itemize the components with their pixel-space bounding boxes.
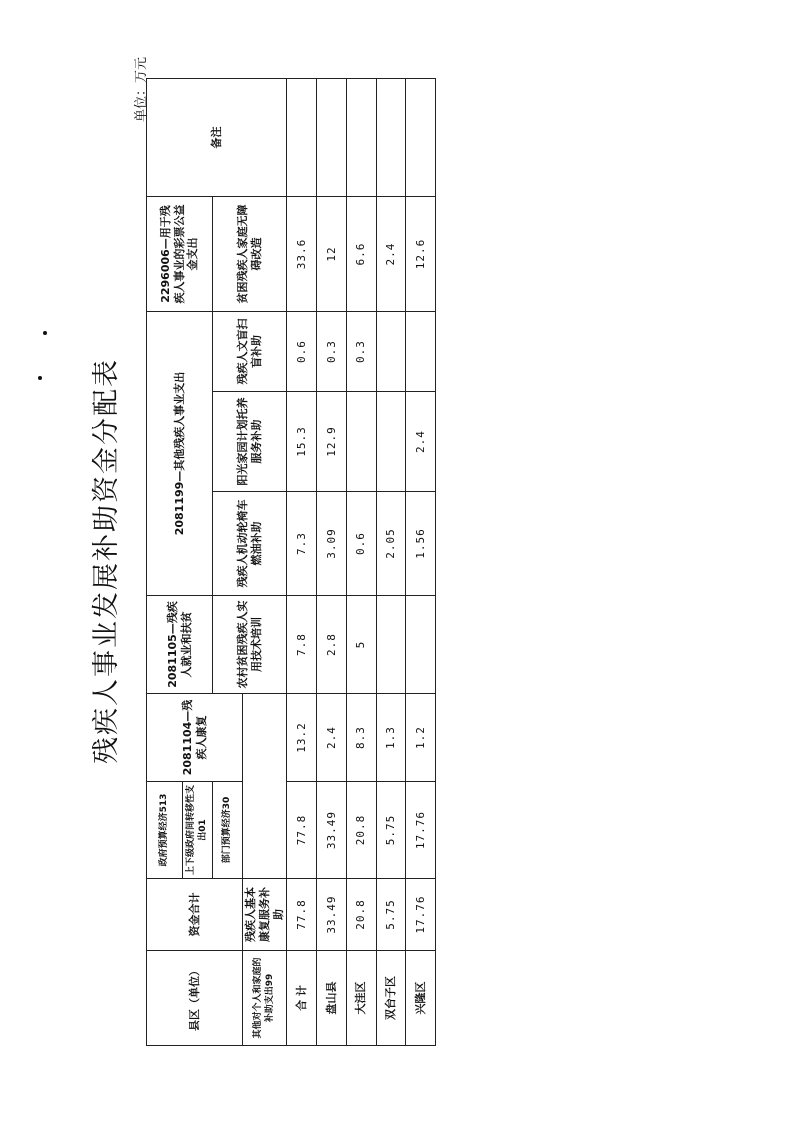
- cell-motor-fuel: 0.6: [346, 492, 376, 596]
- header-county: 县区（单位）: [147, 951, 243, 1046]
- cell-barrier-free: 6.6: [346, 197, 376, 312]
- cell-rural-training: 7.8: [287, 596, 317, 694]
- cell-blind-aid: [376, 312, 406, 392]
- header-motor-fuel: 残疾人机动轮椅车燃油补助: [213, 492, 287, 596]
- cell-total: 17.76: [406, 879, 436, 951]
- cell-sunshine-care: 15.3: [287, 392, 317, 492]
- cell-other-subsidy: 17.76: [406, 782, 436, 879]
- cell-basic-rehab: 1.3: [376, 694, 406, 782]
- header-barrier-free: 贫困残疾人家庭无障碍改造: [213, 197, 287, 312]
- cell-sunshine-care: 12.9: [317, 392, 347, 492]
- cell-rural-training: 5: [346, 596, 376, 694]
- header-other-subsidy: 其他对个人和家庭的补助支出99: [243, 951, 287, 1046]
- cell-remarks: [287, 79, 317, 197]
- cell-total: 77.8: [287, 879, 317, 951]
- cell-other-subsidy: 5.75: [376, 782, 406, 879]
- cell-remarks: [346, 79, 376, 197]
- cell-basic-rehab: 8.3: [346, 694, 376, 782]
- header-2081105: 2081105—残疾人就业和扶贫: [147, 596, 213, 694]
- cell-motor-fuel: 3.09: [317, 492, 347, 596]
- header-basic-rehab: 残疾人基本康复服务补助: [243, 879, 287, 951]
- cell-blind-aid: [406, 312, 436, 392]
- cell-rural-training: [406, 596, 436, 694]
- header-rural-training: 农村贫困残疾人实用技术培训: [213, 596, 287, 694]
- header-2081199: 2081199—其他残疾人事业支出: [147, 312, 213, 596]
- cell-sunshine-care: 2.4: [406, 392, 436, 492]
- row-county: 合 计: [287, 951, 317, 1046]
- cell-basic-rehab: 13.2: [287, 694, 317, 782]
- cell-remarks: [376, 79, 406, 197]
- cell-barrier-free: 33.6: [287, 197, 317, 312]
- cell-other-subsidy: 33.49: [317, 782, 347, 879]
- header-transfer: 上下级政府间转移性支出01: [183, 782, 213, 879]
- cell-remarks: [317, 79, 347, 197]
- header-total: 资金合计: [147, 879, 243, 951]
- cell-total: 5.75: [376, 879, 406, 951]
- cell-motor-fuel: 7.3: [287, 492, 317, 596]
- header-gov-budget: 政府预算经济513: [147, 782, 183, 879]
- header-row-1: [147, 79, 183, 1046]
- cell-total: 33.49: [317, 879, 347, 951]
- cell-barrier-free: 2.4: [376, 197, 406, 312]
- cell-remarks: [406, 79, 436, 197]
- cell-motor-fuel: 2.05: [376, 492, 406, 596]
- header-blind-aid: 残疾人文盲扫盲补助: [213, 312, 287, 392]
- table-row: [406, 79, 436, 1046]
- unit-label: 单位：万元: [134, 56, 149, 122]
- header-sunshine-care: 阳光家园计划托养服务补助: [213, 392, 287, 492]
- cell-sunshine-care: [376, 392, 406, 492]
- page-title: 残疾人事业发展补助资金分配表: [91, 358, 122, 764]
- table-row: [346, 79, 376, 1046]
- cell-other-subsidy: 77.8: [287, 782, 317, 879]
- cell-blind-aid: 0.3: [317, 312, 347, 392]
- cell-motor-fuel: 1.56: [406, 492, 436, 596]
- cell-rural-training: 2.8: [317, 596, 347, 694]
- cell-blind-aid: 0.3: [346, 312, 376, 392]
- cell-other-subsidy: 20.8: [346, 782, 376, 879]
- header-remarks: 备注: [147, 79, 287, 197]
- table-row: [376, 79, 406, 1046]
- header-2296006: 2296006—用于残疾人事业的彩票公益金支出: [147, 197, 213, 312]
- cell-barrier-free: 12.6: [406, 197, 436, 312]
- cell-barrier-free: 12: [317, 197, 347, 312]
- row-county: 盘山县: [317, 951, 347, 1046]
- cell-sunshine-care: [346, 392, 376, 492]
- cell-basic-rehab: 1.2: [406, 694, 436, 782]
- header-2081104: 2081104—残疾人康复: [147, 694, 243, 782]
- cell-basic-rehab: 2.4: [317, 694, 347, 782]
- table-row: [287, 79, 317, 1046]
- row-county: 大洼区: [346, 951, 376, 1046]
- cell-rural-training: [376, 596, 406, 694]
- table-row: [317, 79, 347, 1046]
- row-county: 双台子区: [376, 951, 406, 1046]
- row-county: 兴隆区: [406, 951, 436, 1046]
- cell-total: 20.8: [346, 879, 376, 951]
- allocation-table: [146, 78, 436, 1046]
- cell-blind-aid: 0.6: [287, 312, 317, 392]
- header-dept-budget: 部门预算经济30: [213, 782, 243, 879]
